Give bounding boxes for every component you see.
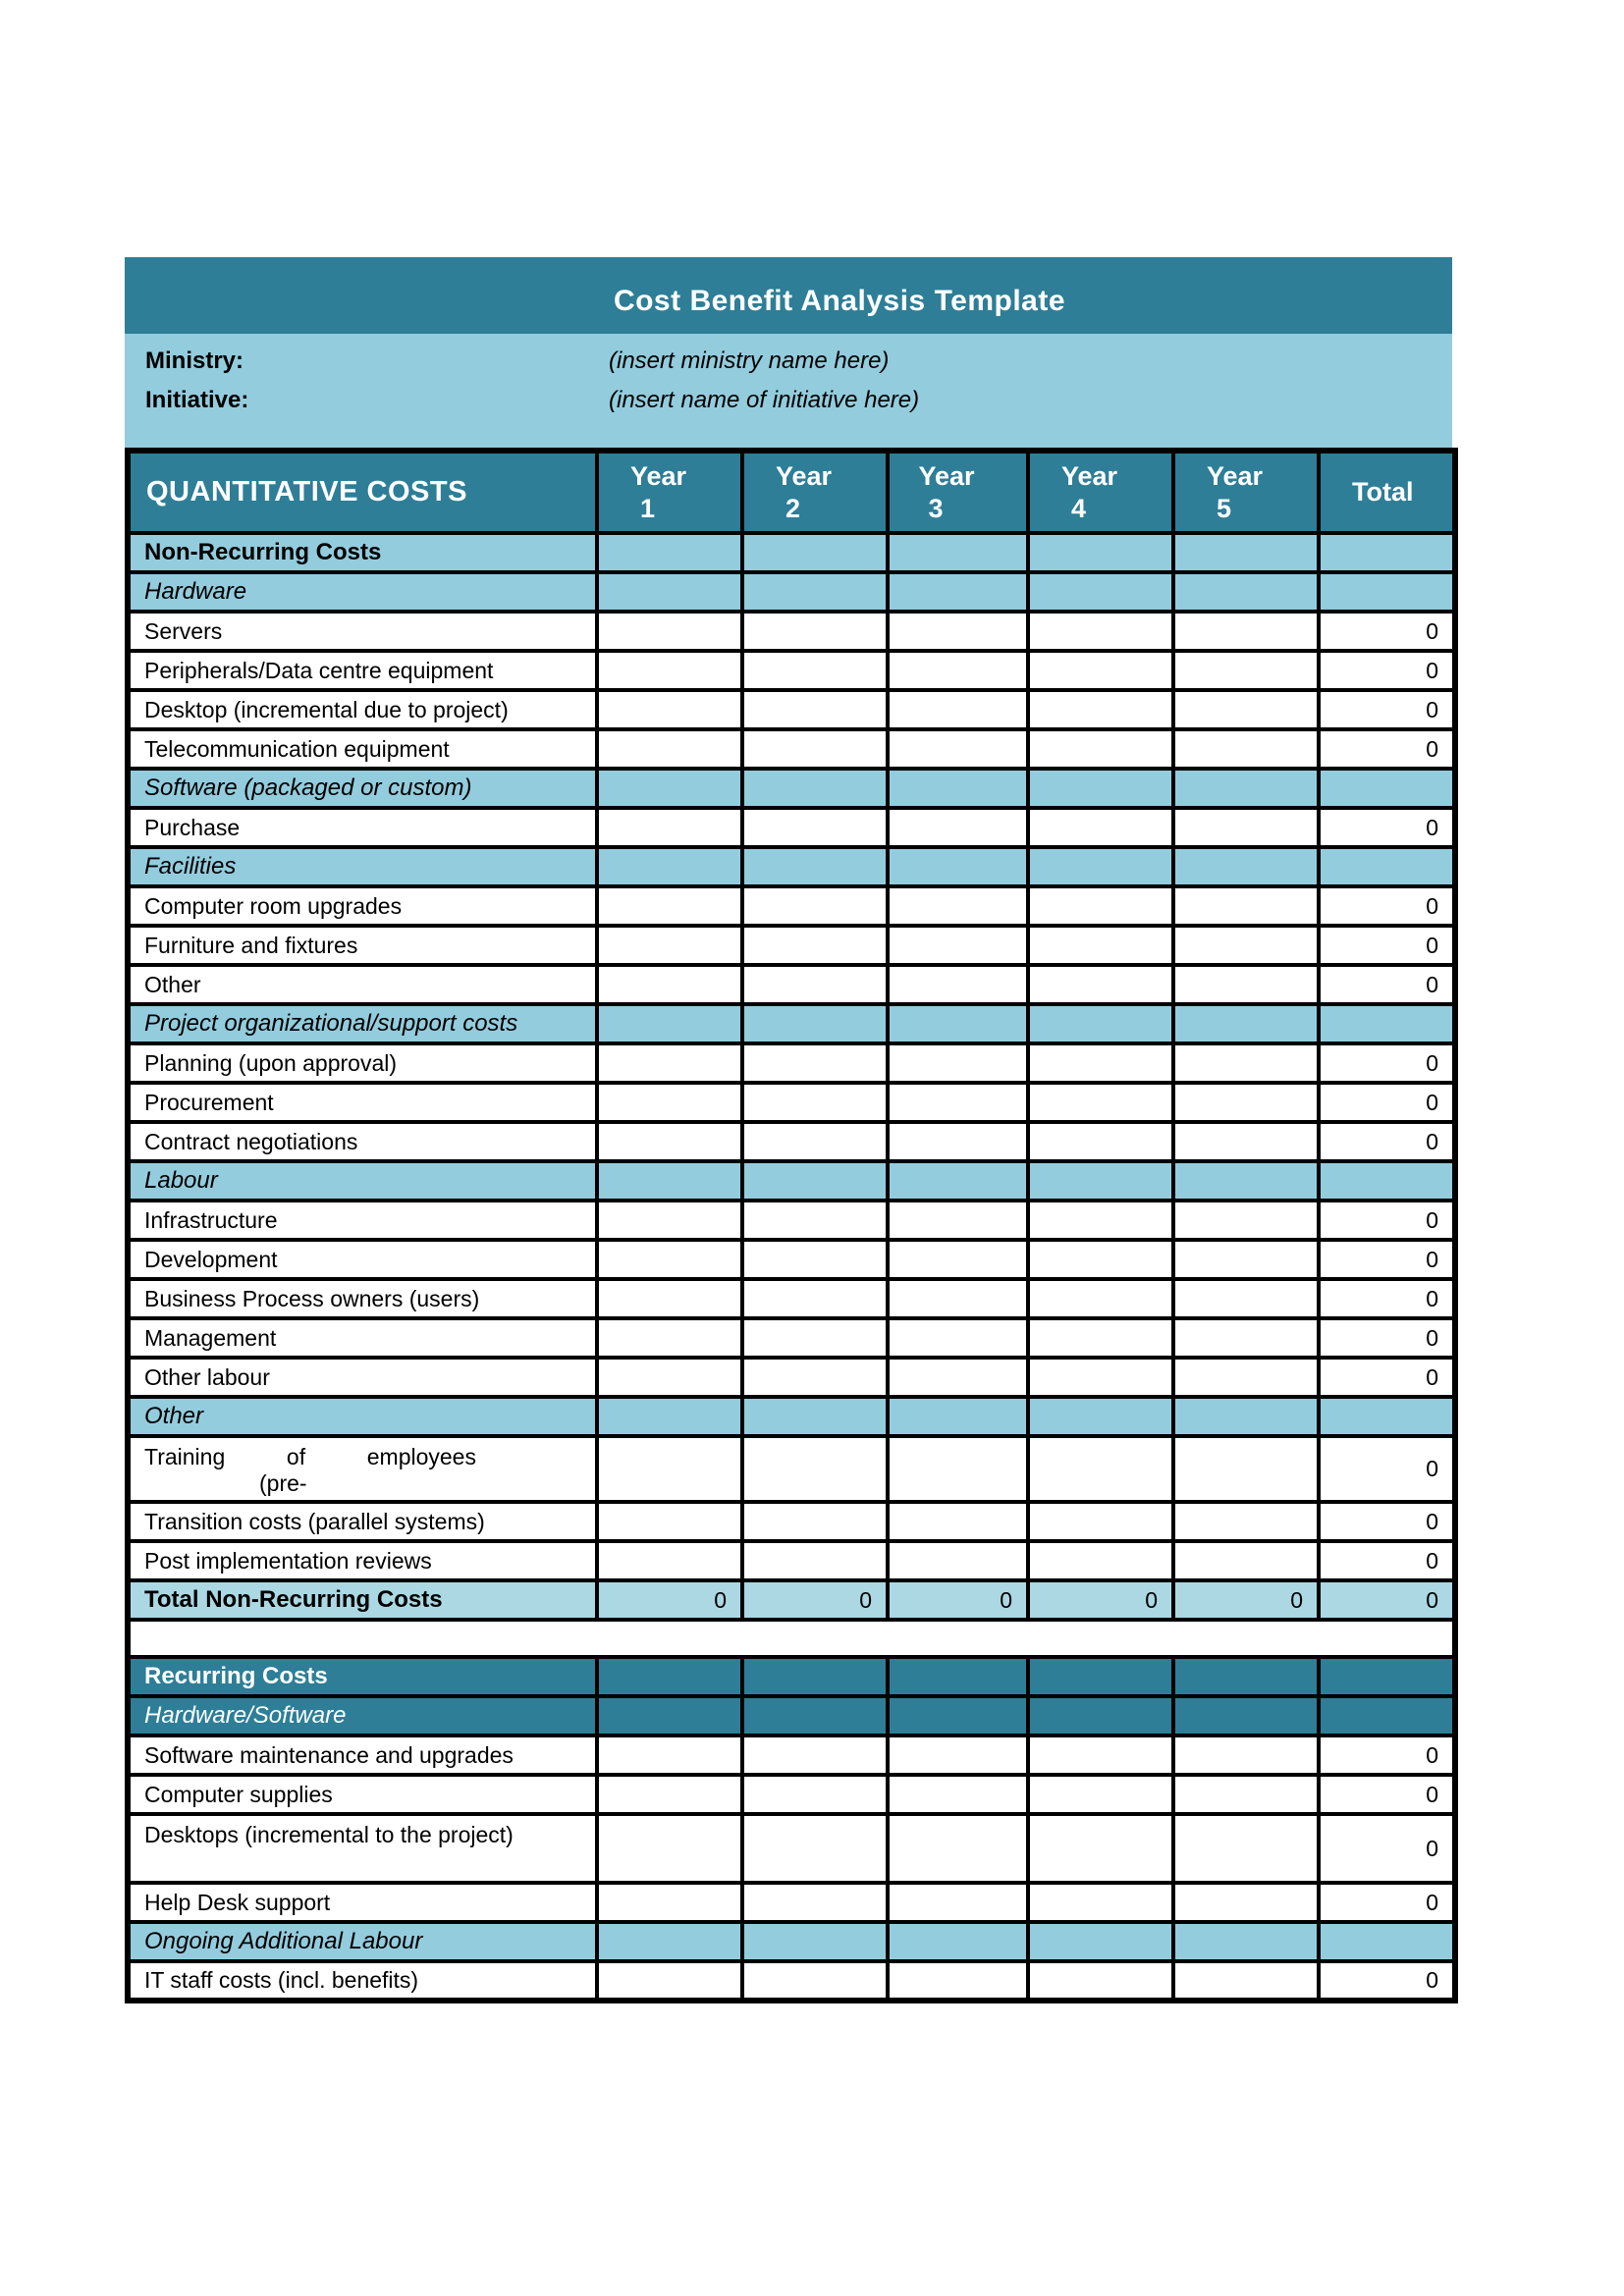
year-cell — [742, 1240, 888, 1279]
subsection-row-project-organizational — [128, 1004, 1455, 1043]
year-cell — [1173, 1814, 1319, 1883]
year-cell — [888, 1735, 1028, 1775]
total-cell — [1319, 1696, 1455, 1735]
data-row-desktops-incremental — [128, 1814, 1455, 1883]
year-cell — [1173, 1502, 1319, 1541]
year-cell — [1173, 1240, 1319, 1279]
ministry-value: (insert ministry name here) — [609, 347, 890, 374]
year-cell — [597, 533, 742, 572]
row-label: Training of employees (pre- — [128, 1436, 597, 1502]
year-cell — [597, 847, 742, 886]
total-cell: 0 — [1319, 729, 1455, 769]
year-cell — [1028, 1083, 1173, 1122]
subsection-row-facilities — [128, 847, 1455, 886]
year-cell — [742, 1043, 888, 1083]
row-label: Purchase — [128, 808, 597, 847]
year-cell — [742, 651, 888, 690]
row-label: Computer supplies — [128, 1775, 597, 1814]
year-cell — [597, 1318, 742, 1358]
year-5-total: 0 — [1173, 1580, 1319, 1620]
row-label: Management — [128, 1318, 597, 1358]
year-cell — [888, 729, 1028, 769]
total-cell: 0 — [1319, 1240, 1455, 1279]
year-cell — [1028, 1161, 1173, 1201]
year-cell — [742, 847, 888, 886]
year-cell — [597, 1161, 742, 1201]
year-cell — [597, 926, 742, 965]
year-cell — [888, 926, 1028, 965]
data-row-post-implementation-reviews — [128, 1541, 1455, 1580]
total-cell — [1319, 1657, 1455, 1696]
year-cell — [1028, 1814, 1173, 1883]
year-cell — [1173, 1436, 1319, 1502]
row-label: Other labour — [128, 1358, 597, 1397]
year-cell — [742, 533, 888, 572]
data-row-management — [128, 1318, 1455, 1358]
year-cell — [742, 1814, 888, 1883]
subsection-label: Ongoing Additional Labour — [128, 1922, 597, 1961]
subsection-row-other — [128, 1397, 1455, 1436]
row-label: Peripherals/Data centre equipment — [128, 651, 597, 690]
year-cell — [888, 1883, 1028, 1922]
year-cell — [888, 1279, 1028, 1318]
year-cell — [597, 1883, 742, 1922]
year-cell — [597, 1696, 742, 1735]
year-cell — [1173, 1775, 1319, 1814]
year-cell — [1028, 965, 1173, 1004]
total-cell: 0 — [1319, 612, 1455, 651]
year-cell — [1028, 1657, 1173, 1696]
data-row-planning — [128, 1043, 1455, 1083]
title-banner — [125, 257, 1452, 334]
ministry-label: Ministry: — [145, 347, 244, 374]
data-row-procurement — [128, 1083, 1455, 1122]
row-label: Post implementation reviews — [128, 1541, 597, 1580]
total-header: Total — [1319, 451, 1455, 533]
year-cell — [742, 1775, 888, 1814]
row-label: Servers — [128, 612, 597, 651]
year-cell — [597, 1201, 742, 1240]
total-cell — [1319, 1922, 1455, 1961]
year-cell — [1028, 1043, 1173, 1083]
year-cell — [888, 612, 1028, 651]
year-cell — [742, 1161, 888, 1201]
year-cell — [742, 1696, 888, 1735]
year-cell — [597, 612, 742, 651]
total-cell: 0 — [1319, 1083, 1455, 1122]
year-cell — [742, 769, 888, 808]
data-row-telecommunication — [128, 729, 1455, 769]
year-cell — [1028, 1004, 1173, 1043]
year-cell — [1173, 1318, 1319, 1358]
year-cell — [597, 572, 742, 612]
total-cell: 0 — [1319, 808, 1455, 847]
year-cell — [1173, 690, 1319, 729]
year-cell — [1173, 1657, 1319, 1696]
year-cell — [888, 1814, 1028, 1883]
year-cell — [888, 1122, 1028, 1161]
year-cell — [1028, 769, 1173, 808]
data-row-contract-negotiations — [128, 1122, 1455, 1161]
row-label: IT staff costs (incl. benefits) — [128, 1961, 597, 2001]
year-cell — [1028, 1775, 1173, 1814]
year-cell — [1028, 1696, 1173, 1735]
year-cell — [1173, 572, 1319, 612]
initiative-label: Initiative: — [145, 387, 249, 413]
year-cell — [597, 886, 742, 926]
year-cell — [597, 1961, 742, 2001]
year-cell — [1028, 1883, 1173, 1922]
year-cell — [1173, 1004, 1319, 1043]
year-cell — [742, 1279, 888, 1318]
total-cell: 0 — [1319, 1541, 1455, 1580]
year-cell — [1028, 1201, 1173, 1240]
year-cell — [597, 1004, 742, 1043]
year-2-total: 0 — [742, 1580, 888, 1620]
year-cell — [888, 1161, 1028, 1201]
year-cell — [1173, 1358, 1319, 1397]
year-1-header: Year 1 — [597, 451, 742, 533]
year-cell — [597, 1397, 742, 1436]
year-cell — [1028, 808, 1173, 847]
subsection-row-labour — [128, 1161, 1455, 1201]
year-cell — [742, 886, 888, 926]
data-row-development — [128, 1240, 1455, 1279]
spacer-cell — [128, 1620, 1455, 1657]
data-row-other-labour — [128, 1358, 1455, 1397]
year-cell — [1028, 612, 1173, 651]
total-cell: 0 — [1319, 1279, 1455, 1318]
year-cell — [742, 690, 888, 729]
total-cell: 0 — [1319, 1201, 1455, 1240]
total-non-recurring-costs-row — [128, 1580, 1455, 1620]
year-cell — [888, 1240, 1028, 1279]
row-label: Infrastructure — [128, 1201, 597, 1240]
total-cell — [1319, 1161, 1455, 1201]
year-cell — [742, 1083, 888, 1122]
year-cell — [1028, 886, 1173, 926]
year-cell — [888, 1696, 1028, 1735]
row-label: Contract negotiations — [128, 1122, 597, 1161]
total-cell — [1319, 769, 1455, 808]
year-cell — [742, 926, 888, 965]
year-cell — [742, 1541, 888, 1580]
total-cell: 0 — [1319, 926, 1455, 965]
year-cell — [1028, 690, 1173, 729]
year-cell — [742, 1436, 888, 1502]
year-cell — [742, 1358, 888, 1397]
quantitative-costs-header: QUANTITATIVE COSTS — [128, 451, 597, 533]
quantitative-costs-table — [125, 448, 1458, 2003]
year-cell — [597, 1240, 742, 1279]
data-row-furniture — [128, 926, 1455, 965]
year-3-header: Year 3 — [888, 451, 1028, 533]
year-cell — [888, 572, 1028, 612]
year-4-header: Year 4 — [1028, 451, 1173, 533]
year-cell — [1028, 1240, 1173, 1279]
subsection-row-hardware-software — [128, 1696, 1455, 1735]
row-label: Computer room upgrades — [128, 886, 597, 926]
year-cell — [1173, 1541, 1319, 1580]
year-cell — [742, 572, 888, 612]
total-cell: 0 — [1319, 651, 1455, 690]
year-cell — [888, 1397, 1028, 1436]
row-label: Procurement — [128, 1083, 597, 1122]
row-label: Furniture and fixtures — [128, 926, 597, 965]
total-cell — [1319, 847, 1455, 886]
year-cell — [742, 1004, 888, 1043]
year-cell — [1173, 926, 1319, 965]
year-cell — [888, 769, 1028, 808]
total-cell: 0 — [1319, 1043, 1455, 1083]
year-cell — [742, 965, 888, 1004]
year-cell — [597, 1358, 742, 1397]
subsection-row-hardware — [128, 572, 1455, 612]
cost-benefit-sheet — [125, 257, 1452, 2003]
year-cell — [597, 1436, 742, 1502]
year-cell — [888, 1318, 1028, 1358]
total-cell — [1319, 1004, 1455, 1043]
year-cell — [742, 1502, 888, 1541]
spacer-row — [128, 1620, 1455, 1657]
data-row-infrastructure — [128, 1201, 1455, 1240]
year-cell — [742, 1735, 888, 1775]
row-label: Desktops (incremental to the project) — [128, 1814, 597, 1883]
year-cell — [742, 1397, 888, 1436]
total-cell — [1319, 572, 1455, 612]
year-cell — [888, 533, 1028, 572]
year-cell — [888, 1657, 1028, 1696]
data-row-business-process-owners — [128, 1279, 1455, 1318]
year-cell — [597, 1657, 742, 1696]
row-label: Software maintenance and upgrades — [128, 1735, 597, 1775]
section-label: Non-Recurring Costs — [128, 533, 597, 572]
subsection-label: Other — [128, 1397, 597, 1436]
total-row-label: Total Non-Recurring Costs — [128, 1580, 597, 1620]
year-cell — [1173, 1883, 1319, 1922]
year-cell — [1173, 1735, 1319, 1775]
section-row-non-recurring-costs — [128, 533, 1455, 572]
year-cell — [742, 1883, 888, 1922]
year-cell — [888, 965, 1028, 1004]
year-cell — [1028, 1541, 1173, 1580]
row-label: Development — [128, 1240, 597, 1279]
year-cell — [888, 1502, 1028, 1541]
year-cell — [1173, 1083, 1319, 1122]
subsection-label: Project organizational/support costs — [128, 1004, 597, 1043]
year-cell — [597, 1043, 742, 1083]
meta-banner — [125, 334, 1452, 448]
row-label: Other — [128, 965, 597, 1004]
data-row-transition-costs — [128, 1502, 1455, 1541]
total-cell: 0 — [1319, 1318, 1455, 1358]
year-cell — [888, 1004, 1028, 1043]
data-row-servers — [128, 612, 1455, 651]
year-cell — [1173, 1201, 1319, 1240]
subsection-label: Labour — [128, 1161, 597, 1201]
year-cell — [1028, 1397, 1173, 1436]
total-cell: 0 — [1319, 1436, 1455, 1502]
year-cell — [1173, 1161, 1319, 1201]
row-label: Desktop (incremental due to project) — [128, 690, 597, 729]
section-row-recurring-costs — [128, 1657, 1455, 1696]
year-cell — [597, 1083, 742, 1122]
year-cell — [1173, 1397, 1319, 1436]
year-cell — [1173, 847, 1319, 886]
year-cell — [1028, 1502, 1173, 1541]
section-label: Recurring Costs — [128, 1657, 597, 1696]
document-title: Cost Benefit Analysis Template — [613, 285, 1066, 317]
year-cell — [1028, 1318, 1173, 1358]
year-cell — [742, 612, 888, 651]
year-cell — [597, 1502, 742, 1541]
data-row-computer-supplies — [128, 1775, 1455, 1814]
year-cell — [1028, 1961, 1173, 2001]
year-cell — [888, 1922, 1028, 1961]
year-cell — [888, 1961, 1028, 2001]
year-cell — [597, 1122, 742, 1161]
year-cell — [1028, 1122, 1173, 1161]
year-cell — [742, 1201, 888, 1240]
total-cell: 0 — [1319, 1961, 1455, 2001]
row-label: Telecommunication equipment — [128, 729, 597, 769]
year-cell — [888, 1083, 1028, 1122]
year-5-header: Year 5 — [1173, 451, 1319, 533]
year-cell — [888, 1541, 1028, 1580]
year-cell — [597, 769, 742, 808]
year-cell — [597, 1922, 742, 1961]
year-cell — [888, 886, 1028, 926]
year-cell — [597, 965, 742, 1004]
row-label: Business Process owners (users) — [128, 1279, 597, 1318]
year-cell — [1173, 651, 1319, 690]
subsection-label: Software (packaged or custom) — [128, 769, 597, 808]
data-row-training-of-employees — [128, 1436, 1455, 1502]
subsection-row-software — [128, 769, 1455, 808]
year-cell — [888, 1436, 1028, 1502]
year-cell — [1173, 533, 1319, 572]
subsection-label: Facilities — [128, 847, 597, 886]
year-cell — [888, 651, 1028, 690]
data-row-software-maintenance — [128, 1735, 1455, 1775]
year-cell — [742, 1961, 888, 2001]
year-cell — [742, 1657, 888, 1696]
data-row-purchase — [128, 808, 1455, 847]
row-label: Planning (upon approval) — [128, 1043, 597, 1083]
year-cell — [742, 1922, 888, 1961]
year-cell — [597, 1775, 742, 1814]
row-label: Help Desk support — [128, 1883, 597, 1922]
total-cell: 0 — [1319, 690, 1455, 729]
year-cell — [1173, 1696, 1319, 1735]
year-cell — [1173, 769, 1319, 808]
data-row-help-desk-support — [128, 1883, 1455, 1922]
year-cell — [1028, 1436, 1173, 1502]
subsection-label: Hardware — [128, 572, 597, 612]
data-row-computer-room-upgrades — [128, 886, 1455, 926]
total-cell: 0 — [1319, 965, 1455, 1004]
year-cell — [1028, 651, 1173, 690]
year-cell — [888, 847, 1028, 886]
year-cell — [1173, 729, 1319, 769]
year-cell — [1028, 533, 1173, 572]
year-cell — [1173, 886, 1319, 926]
year-cell — [1028, 1922, 1173, 1961]
year-cell — [742, 1122, 888, 1161]
year-cell — [1028, 729, 1173, 769]
year-cell — [1028, 847, 1173, 886]
year-4-total: 0 — [1028, 1580, 1173, 1620]
year-3-total: 0 — [888, 1580, 1028, 1620]
year-1-total: 0 — [597, 1580, 742, 1620]
data-row-peripherals — [128, 651, 1455, 690]
total-cell: 0 — [1319, 1502, 1455, 1541]
data-row-it-staff-costs — [128, 1961, 1455, 2001]
year-cell — [1173, 1043, 1319, 1083]
total-cell: 0 — [1319, 1814, 1455, 1883]
table-header-row — [128, 451, 1455, 533]
total-cell — [1319, 1397, 1455, 1436]
year-cell — [1173, 612, 1319, 651]
year-cell — [1028, 1735, 1173, 1775]
year-cell — [597, 729, 742, 769]
year-cell — [597, 1541, 742, 1580]
year-cell — [742, 729, 888, 769]
total-cell — [1319, 533, 1455, 572]
data-row-other — [128, 965, 1455, 1004]
total-cell: 0 — [1319, 886, 1455, 926]
year-cell — [1028, 1358, 1173, 1397]
subsection-label: Hardware/Software — [128, 1696, 597, 1735]
subsection-row-ongoing-additional-labour — [128, 1922, 1455, 1961]
year-cell — [597, 808, 742, 847]
year-cell — [1028, 572, 1173, 612]
year-cell — [888, 690, 1028, 729]
year-cell — [597, 1279, 742, 1318]
year-cell — [888, 1201, 1028, 1240]
year-2-header: Year 2 — [742, 451, 888, 533]
year-cell — [888, 1358, 1028, 1397]
initiative-value: (insert name of initiative here) — [609, 387, 920, 413]
data-row-desktop — [128, 690, 1455, 729]
total-cell: 0 — [1319, 1775, 1455, 1814]
year-cell — [1173, 808, 1319, 847]
year-cell — [597, 651, 742, 690]
year-cell — [888, 1043, 1028, 1083]
year-cell — [1173, 1279, 1319, 1318]
row-label: Transition costs (parallel systems) — [128, 1502, 597, 1541]
total-cell: 0 — [1319, 1358, 1455, 1397]
grand-total-cell: 0 — [1319, 1580, 1455, 1620]
year-cell — [1173, 1122, 1319, 1161]
year-cell — [597, 1735, 742, 1775]
year-cell — [1028, 1279, 1173, 1318]
year-cell — [597, 1814, 742, 1883]
year-cell — [1173, 1922, 1319, 1961]
year-cell — [742, 1318, 888, 1358]
year-cell — [597, 690, 742, 729]
total-cell: 0 — [1319, 1883, 1455, 1922]
year-cell — [742, 808, 888, 847]
year-cell — [888, 808, 1028, 847]
year-cell — [888, 1775, 1028, 1814]
year-cell — [1173, 1961, 1319, 2001]
year-cell — [1173, 965, 1319, 1004]
year-cell — [1028, 926, 1173, 965]
total-cell: 0 — [1319, 1122, 1455, 1161]
total-cell: 0 — [1319, 1735, 1455, 1775]
